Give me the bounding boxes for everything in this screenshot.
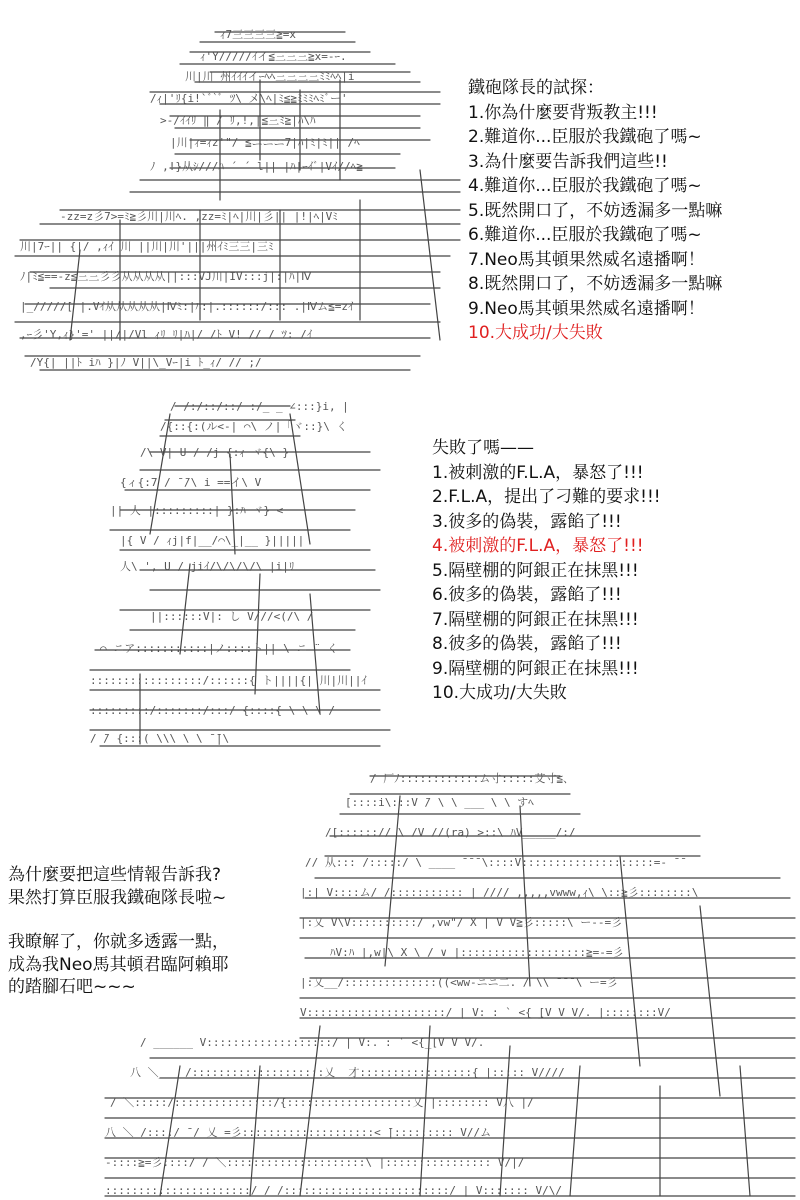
panel-3-line: 為什麼要把這些情報告訴我? (8, 865, 222, 885)
panel-3-line: 果然打算臣服我鐵砲隊長啦~ (8, 887, 227, 908)
panel-2-option: 9.隔壁棚的阿銀正在抹黑!!! (432, 658, 639, 679)
panel-2-option-highlighted: 4.被刺激的F.L.A，暴怒了!!! (432, 536, 644, 556)
option-last-part1: 10.大成功/ (468, 323, 552, 343)
panel-1-option: 1.你為什麼要背叛教主!!! (468, 102, 658, 123)
ascii-art-character-armored (0, 20, 465, 380)
panel-1-text (468, 76, 722, 346)
panel-2 (0, 390, 800, 760)
svg-text:ﾉ ,!}从ｼ///ﾊ ´ ´ l|| |ﾊ|ｰｲﾞ|: ﾉ ,!}从ｼ///ﾊ ´ ´ l|| |ﾊ|ｰｲﾞ|Vｲ//ﾍ≧ (150, 160, 363, 173)
svg-text:|:乂 V\V::::::::::/ ,vw"/ X: |:乂 V\V::::::::::/ ,vw"/ X | V V≧彡:::::\ ー--=彡 (300, 916, 623, 929)
svg-text:⌒ ニア:::::::::::|ノ::::ト|| \: ⌒ ニア:::::::::::|ノ::::ト|| \ ニ ¨ く (100, 642, 339, 655)
panel-1-option: 9.Neo馬其頓果然威名遠播啊！ (468, 298, 705, 319)
panel-1-option: 5.既然開口了，不妨透漏多一點嘛 (468, 200, 723, 221)
svg-text:|:| V::::ム/ /::::::::::: | ///: |:| V::::ム/ /::::::::::: | //// ,,,,,vwww,ｨ\ \::≧彡::::::::\ (300, 886, 699, 899)
ascii-art-figure-3 (100, 766, 800, 1200)
ascii-art-character-large (100, 766, 800, 1200)
svg-text:||::::::V|: し V///<(/\ /: ||::::::V|: し V///<(/\ / (150, 610, 314, 623)
panel-1-option: 3.為什麼要告訴我們這些!! (468, 151, 668, 172)
ascii-art-figure-2 (80, 394, 410, 754)
svg-text:/ ______ V::::::::::::::: / ______ V:::::::::::::::::::/ | V:. : ` <{_[V V V/. (140, 1036, 485, 1049)
svg-text:,ｰ彡'Y,ｨ}'=' ||/|/Vl ｨﾘ ﾘ|ﾊ|/ /: ,ｰ彡'Y,ｨ}'=' ||/|/Vl ｨﾘ ﾘ|ﾊ|/ /ﾄ V! // / ﾂ: /ｲ (20, 328, 313, 341)
panel-2-option: 2.F.L.A，提出了刁難的要求!!! (432, 487, 661, 507)
panel-2-option: 10.大成功/大失敗 (432, 683, 567, 703)
svg-text:川|7ｰ|| {|/ ,ｨｲ 川 ||川|川'|||州ｲ: 川|7ｰ|| {|/ ,ｨｲ 川 ||川|川'|||州ｲﾐ三三|三ﾐ (20, 240, 274, 253)
svg-text:|:乂__/::::::::::::::((<ww-ニニ二.: |:乂__/::::::::::::::((<ww-ニニ二. / \\ ̄ ̄ ̄ \ ー=彡 (300, 976, 618, 989)
svg-text:八 ＼ /::::/ ̄ / 乂 =彡::::::: 八 ＼ /::::/ ̄ / 乂 =彡::::::::::::::::::::< ̄|::::::::: V//ム (105, 1126, 492, 1139)
panel-1-option: 4.難道你...臣服於我鐵砲了嗎~ (468, 176, 702, 196)
ascii-art-figure-1 (0, 20, 465, 380)
svg-text:/ｨ|'ﾘ{i!`ﾞ`ﾞ ﾂ\ メ\ﾍ|ﾐ≦≧ﾐﾐﾐﾍﾐﾞー: /ｨ|'ﾘ{i!`ﾞ`ﾞ ﾂ\ メ\ﾍ|ﾐ≦≧ﾐﾐﾐﾍﾐﾞー' (150, 92, 348, 105)
svg-text:人\ ', U / jiｲ/\/\/\/\ |i|ﾘ: 人\ ', U / jiｲ/\/\/\/\ |i|ﾘ (120, 560, 295, 573)
panel-1-option: 7.Neo馬其頓果然威名遠播啊！ (468, 249, 705, 270)
panel-2-option: 3.彼多的偽裝，露餡了!!! (432, 511, 622, 532)
svg-text:{ィ{:7 / ̄ ̄/\ i ==イ\: {ィ{:7 / ̄ ̄/\ i ==イ\ V (120, 476, 262, 489)
panel-2-option: 5.隔壁棚的阿銀正在抹黑!!! (432, 560, 639, 581)
svg-text:-zz=z彡7>=ﾐ≧彡川|川ﾍ. ,zz=ﾐ|ﾍ|川|彡|: -zz=z彡7>=ﾐ≧彡川|川ﾍ. ,zz=ﾐ|ﾍ|川|彡|| |!|ﾍ|Vﾐ (60, 210, 338, 223)
svg-text:|| 人 |:::::::::| }:ﾊ ヾ} <: || 人 |:::::::::| }:ﾊ ヾ} < (110, 504, 284, 517)
svg-text::::::::::::::::::/::::::{ ト||: :::::::::::::::::/::::::{ ト||||{| 川|川||ｲ (90, 674, 367, 687)
svg-text:/ ＼:::::/:::::::::::::::/{::::: / ＼:::::/:::::::::::::::/{:::::::::::::::::::乂 |:::::::: V八 |/ (110, 1096, 534, 1109)
svg-text:/Y{| ||ﾄ iﾊ }|ﾉ V||\_Vｰ|i ﾄ_: /Y{| ||ﾄ iﾊ }|ﾉ V||\_Vｰ|i ﾄ_ｨ/ // ;/ (30, 356, 262, 369)
svg-text::::::::::/:::::::/:::/ {::::{: :::::::::/:::::::/:::/ {::::{ \ \ \ / (90, 704, 336, 717)
svg-text:ﾊV:ﾊ |,w|\ X \ / ∨ |:: ﾊV:ﾊ |,w|\ X \ / ∨ |:::::::::::::::::::≧=-=彡 (330, 946, 624, 959)
option-last-part2: 大失敗 (551, 323, 603, 343)
panel-2-option: 8.彼多的偽裝，露餡了!!! (432, 634, 622, 654)
svg-text:/[::::::// \ /V //(ra) >::\: /[::::::// \ /V //(ra) >::\ ﾊV_____/:/ (325, 826, 576, 839)
panel-2-option: 1.被刺激的F.L.A，暴怒了!!! (432, 462, 644, 483)
svg-text:/{::{:(ル<-| ⌒\ ノ|「ヾ::}\ く: /{::{:(ル<-| ⌒\ ノ|「ヾ::}\ く (160, 420, 348, 433)
panel-1-option: 8.既然開口了，不妨透漏多一點嘛 (468, 274, 723, 294)
svg-text:|_/////[ |.Vｲ从从从从从|Ⅳﾐ:|ﾊ:|.:::: |_/////[ |.Vｲ从从从从从|Ⅳﾐ:|ﾊ:|.::::::/::: .|Ⅳム≦=zｲ (20, 300, 354, 313)
panel-2-text (432, 436, 661, 706)
panel-3-line: 我瞭解了，你就多透露一點， (8, 932, 229, 952)
panel-2-title: 失敗了嗎—— (432, 438, 534, 458)
svg-text:/\ V| U / /j {:ｨ ヾ{\: /\ V| U / /j {:ｨ ヾ{\ } (140, 446, 289, 459)
panel-3-line: 成為我Neo馬其頓君臨阿賴耶 (8, 954, 229, 975)
svg-text:[::::i\:::V ̄/ \ \ ___ \ \: [::::i\:::V ̄/ \ \ ___ \ \ すﾍ (345, 796, 534, 809)
panel-2-option: 7.隔壁棚的阿銀正在抹黑!!! (432, 609, 639, 630)
svg-text:ﾉ|ﾐ≦==-z≦三三彡彡从从从从||:::VJ川|IV::: ﾉ|ﾐ≦==-z≦三三彡彡从从从从||:::VJ川|IV:::j|:|ﾊ|Ⅳ (20, 270, 312, 283)
svg-text:|{ V / ｨj|f|__/⌒\_|__ }|||: |{ V / ｨj|f|__/⌒\_|__ }||||| (120, 534, 305, 547)
svg-text:ｨ7三三三三≧=x: ｨ7三三三三≧=x (220, 28, 296, 41)
svg-text:川|川 州ｲｲｲイｰﾍﾍ三三三三ﾐﾐﾍﾍ|i: 川|川 州ｲｲｲイｰﾍﾍ三三三三ﾐﾐﾍﾍ|i (185, 70, 355, 83)
svg-text:>-/ｲｲﾘ ‖ / ﾘ,!,|≦三ﾐ≧|ﾊ\ﾊ: >-/ｲｲﾘ ‖ / ﾘ,!,|≦三ﾐ≧|ﾊ\ﾊ (160, 114, 316, 127)
svg-text:/ /:/::/::/ :/_ _ ∠:::}i, |: / /:/::/::/ :/_ _ ∠:::}i, | (170, 400, 349, 413)
svg-text:// 从::: /:::::/ \ ____ ̄ ̄ ̄: // 从::: /:::::/ \ ____ ̄ ̄ ̄ \::::V::::::::::::::::::::=- ̄ ̄ (305, 856, 681, 869)
svg-text:|川|ｨ=ｨz'"/ ≦ニニニ7|ﾊ|ﾐ|ﾐ|| /ﾍ: |川|ｨ=ｨz'"/ ≦ニニニ7|ﾊ|ﾐ|ﾐ|| /ﾍ (170, 136, 360, 149)
panel-1-option-last (468, 321, 722, 346)
ascii-art-character-suit (80, 394, 410, 754)
panel-1-title: 鐵砲隊長的試探： (468, 78, 604, 98)
panel-1 (0, 0, 800, 390)
svg-text:::::::::::::::::::::::/ /: ::::::::::::::::::::::/ / /:::::::::::::::::::::::::/ | V::::::: V/\/ (105, 1184, 562, 1197)
svg-text:-::::≧=彡::::/ / ＼:::::::::: -::::≧=彡::::/ / ＼:::::::::::::::::::::\ |:::::::::::::::: V/|/ (105, 1156, 525, 1169)
svg-text:八 ＼____/::::::::::::::::::::乂_: 八 ＼____/::::::::::::::::::::乂__才:::::::::::::::::{ |::::: V//// (130, 1066, 565, 1079)
svg-text:V:::::::::::::::::::::/ | V:: V:::::::::::::::::::::/ | V: : ` <{_[V V V/. |::::::::V/ (300, 1006, 671, 1019)
svg-text:ｨ'Y/////ｲイ≦三三三≧x=-ｰ.: ｨ'Y/////ｲイ≦三三三≧x=-ｰ. (200, 50, 347, 63)
svg-text:/ 厂ﾉ::::::::::::ム寸:::::艾寸≦、: / 厂ﾉ::::::::::::ム寸:::::艾寸≦、 (370, 772, 574, 785)
panel-1-option: 6.難道你...臣服於我鐵砲了嗎~ (468, 225, 702, 245)
svg-text:/ ̄/ {:::( \\\ \ \ ̄ ̄|: / ̄/ {:::( \\\ \ \ ̄ ̄|\ (90, 732, 230, 745)
panel-1-option: 2.難道你...臣服於我鐵砲了嗎~ (468, 127, 702, 147)
panel-2-option: 6.彼多的偽裝，露餡了!!! (432, 585, 622, 605)
panel-3-line: 的踏腳石吧~~~ (8, 977, 136, 997)
panel-3 (0, 760, 800, 1200)
